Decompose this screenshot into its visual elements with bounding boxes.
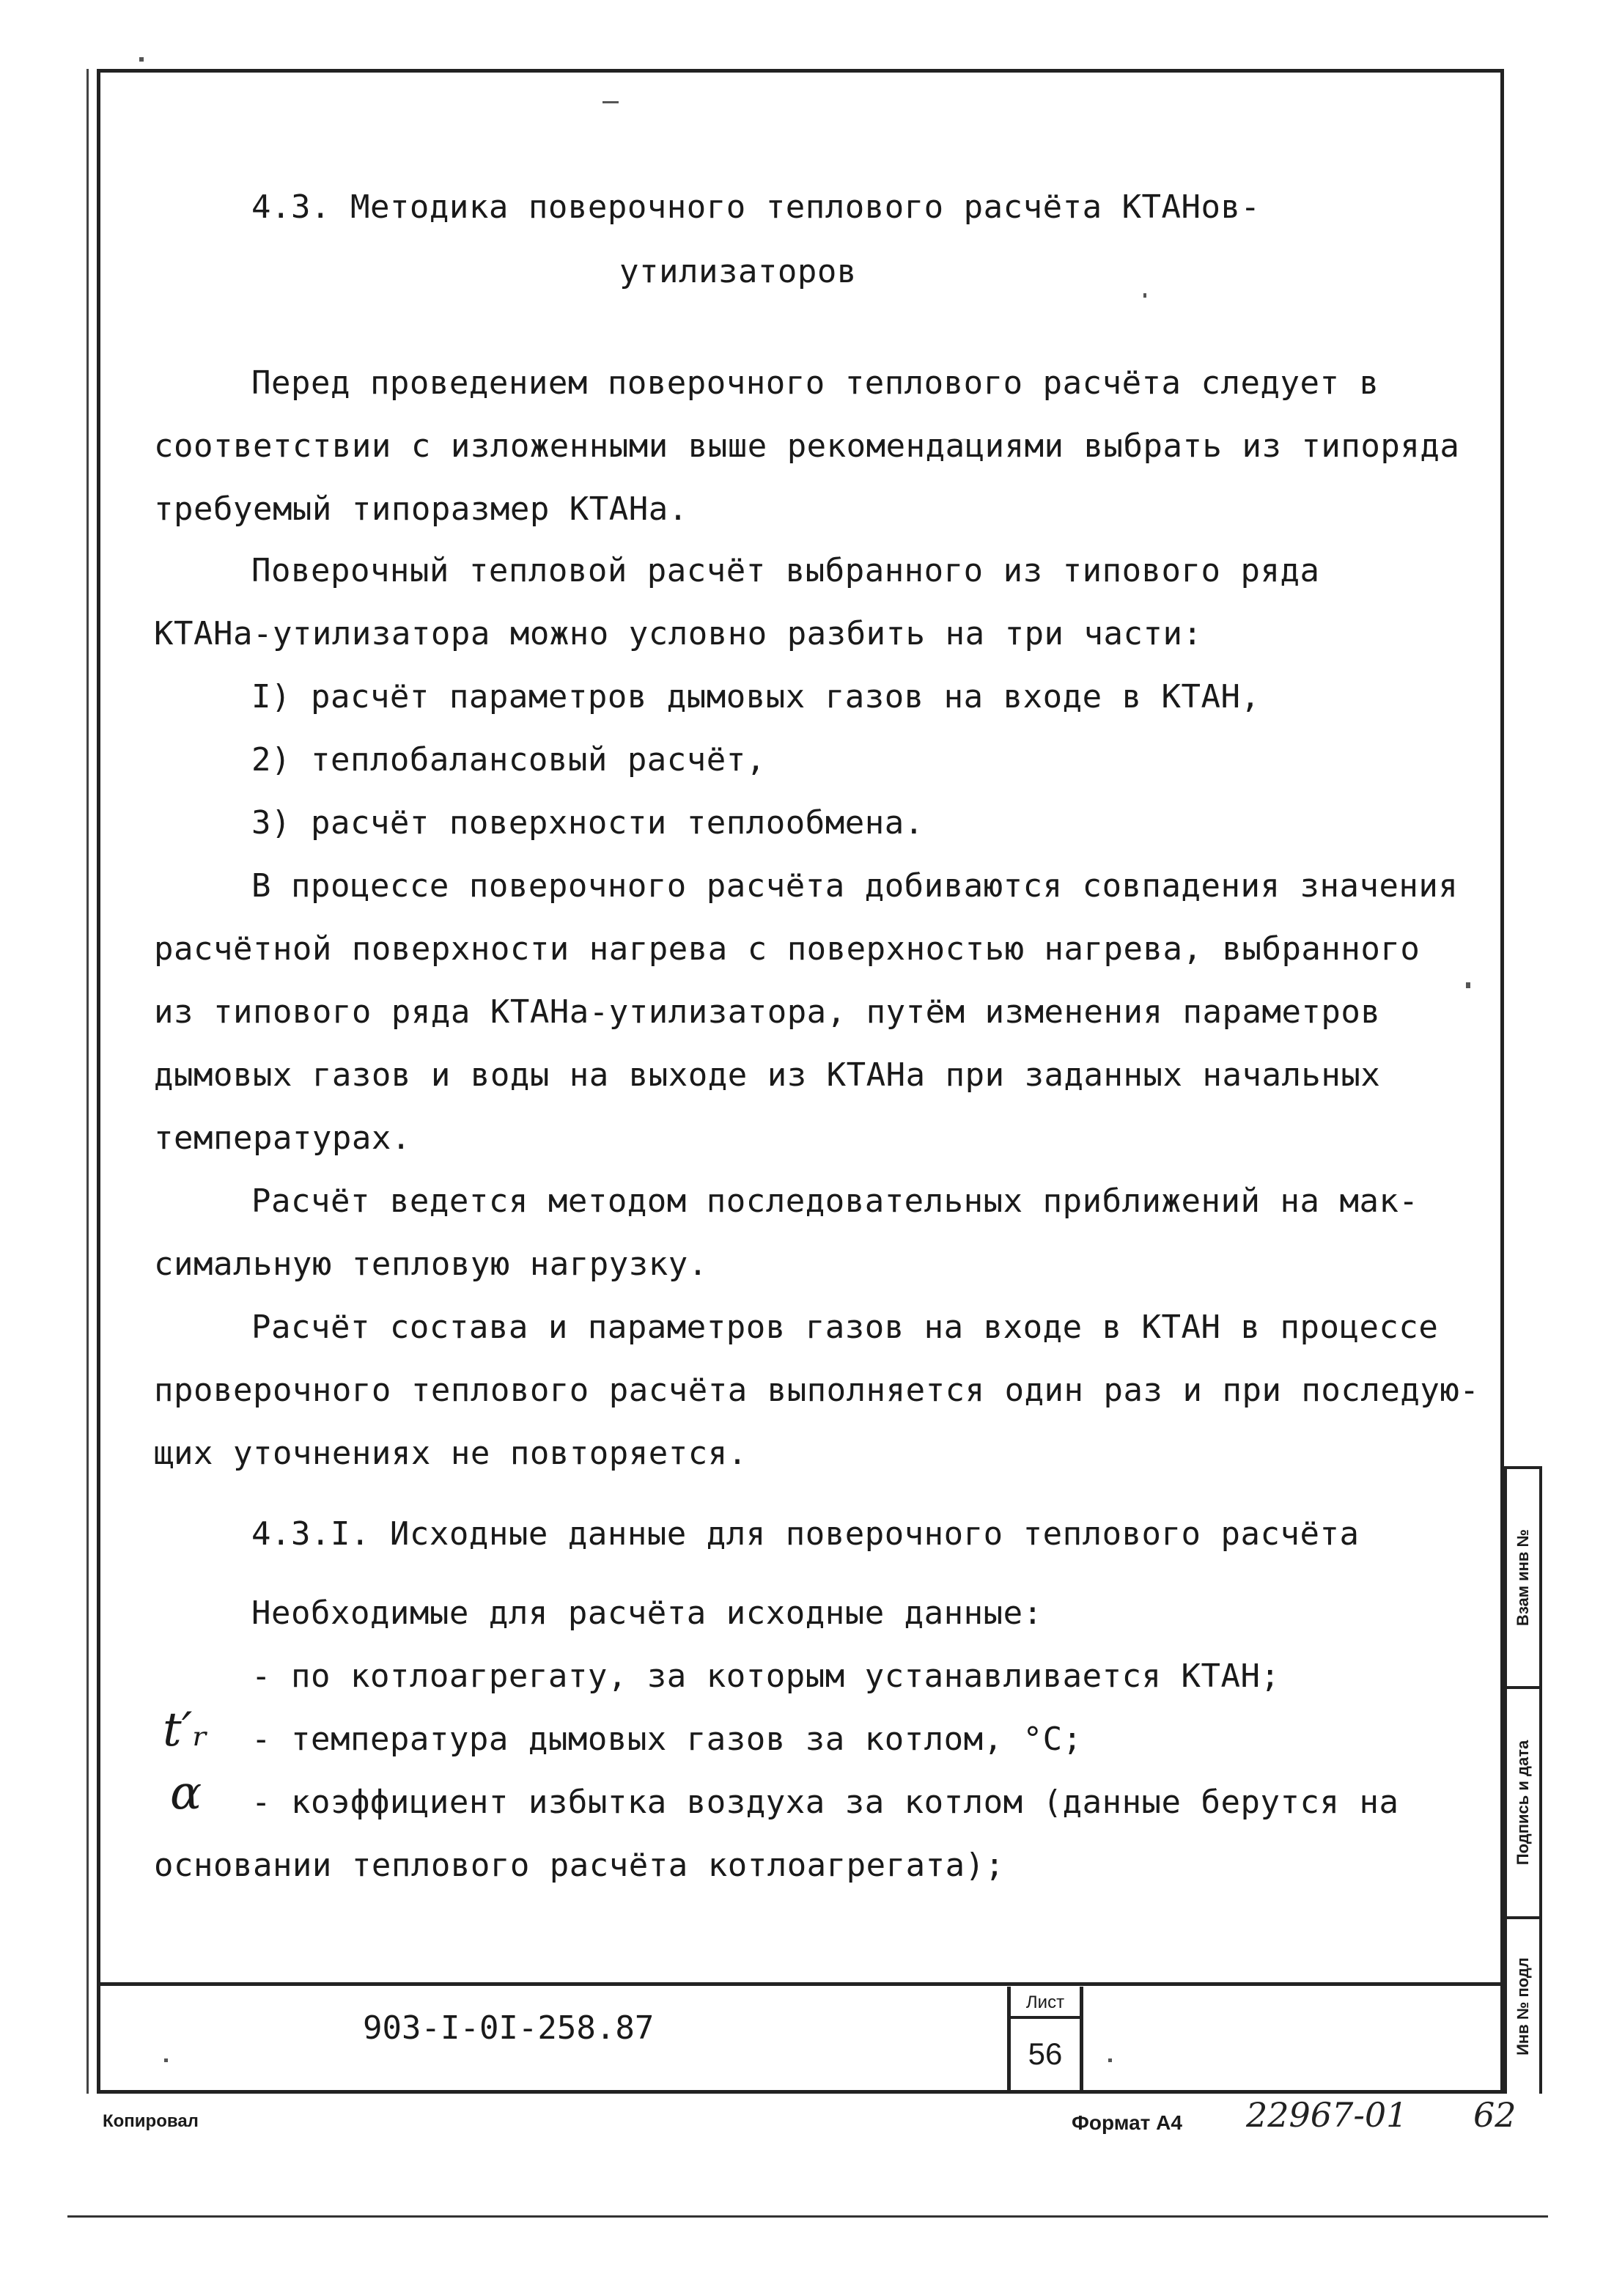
alpha-description: - коэффициент избытка воздуха за котлом (данные берутся на <box>251 1784 1399 1821</box>
side-stamp-strip <box>1504 1466 1542 2094</box>
paragraph-3-line-1: В процессе поверочного расчёта добиваются совпадения значения <box>251 867 1459 905</box>
paragraph-3-line-2: расчётной поверхности нагрева с поверхностью нагрева, выбранного <box>154 930 1420 968</box>
copied-label: Копировал <box>103 2111 199 2131</box>
paragraph-5-line-2: проверочного теплового расчёта выполняется один раз и при последую- <box>154 1372 1480 1409</box>
list-item-2: 2) теплобалансовый расчёт, <box>251 741 766 779</box>
required-data-heading: Необходимые для расчёта исходные данные: <box>251 1594 1043 1632</box>
frame-left-line <box>86 69 89 2094</box>
scan-speck <box>1466 982 1470 988</box>
alpha-symbol: α <box>170 1766 202 1820</box>
side-cell-replace-inv <box>1507 1466 1539 1686</box>
alpha-description-cont: основании теплового расчёта котлоагрегата); <box>154 1847 1005 1884</box>
paragraph-3-line-4: дымовых газов и воды на выходе из КТАНа при заданных начальных <box>154 1056 1381 1094</box>
side-text-signature: Подпись и дата <box>1514 1740 1532 1866</box>
side-text-replace-inv: Взам инв № <box>1514 1528 1532 1627</box>
t-gas-description: - температура дымовых газов за котлом, °С; <box>251 1721 1083 1758</box>
paragraph-5-line-1: Расчёт состава и параметров газов на входе в КТАН в процессе <box>251 1309 1439 1346</box>
t-gas-symbol: t′ᵣ <box>163 1703 209 1757</box>
side-cell-signature <box>1507 1686 1539 1916</box>
format-label: Формат А4 <box>1072 2111 1182 2134</box>
handwritten-number: 22967-01 <box>1246 2095 1408 2135</box>
bottom-rule <box>67 2215 1548 2218</box>
sheet-label: Лист <box>1011 1987 1080 2019</box>
section-title-line1: 4.3. Методика поверочного теплового расчёта КТАНов- <box>251 188 1261 226</box>
scan-speck <box>139 57 144 62</box>
paragraph-2-line-2: КТАНа-утилизатора можно условно разбить на три части: <box>154 615 1203 652</box>
paragraph-1-line-3: требуемый типоразмер КТАНа. <box>154 490 688 528</box>
paragraph-1-line-1: Перед проведением поверочного теплового расчёта следует в <box>251 364 1379 402</box>
list-item-1: I) расчёт параметров дымовых газов на входе в КТАН, <box>251 678 1261 715</box>
paragraph-3-line-3: из типового ряда КТАНа-утилизатора, путём изменения параметров <box>154 993 1381 1031</box>
paragraph-4-line-2: симальную тепловую нагрузку. <box>154 1245 708 1283</box>
paragraph-2-line-1: Поверочный тепловой расчёт выбранного из типового ряда <box>251 552 1320 589</box>
scan-speck <box>1108 2058 1112 2062</box>
document-code: 903-I-0I-258.87 <box>363 2009 655 2047</box>
paragraph-1-line-2: соответствии с изложенными выше рекомендациями выбрать из типоряда <box>154 427 1460 465</box>
paragraph-5-line-3: щих уточнениях не повторяется. <box>154 1435 748 1472</box>
boiler-bullet: - по котлоагрегату, за которым устанавливается КТАН; <box>251 1657 1280 1695</box>
paragraph-3-line-5: температурах. <box>154 1119 411 1157</box>
sheet-number: 56 <box>1028 2036 1063 2071</box>
subsection-title: 4.3.I. Исходные данные для поверочного теплового расчёта <box>251 1515 1360 1553</box>
title-block <box>97 1982 1504 2094</box>
handwritten-page: 62 <box>1473 2095 1517 2135</box>
side-cell-inv-orig <box>1507 1916 1539 2094</box>
scan-speck <box>1143 293 1146 298</box>
sheet-box <box>1007 1987 1083 2094</box>
section-title-line2: утилизаторов <box>619 253 857 290</box>
list-item-3: 3) расчёт поверхности теплообмена. <box>251 804 924 842</box>
scan-speck <box>602 101 619 103</box>
side-text-inv-orig: Инв № подл <box>1514 1957 1532 2056</box>
scan-speck <box>164 2058 168 2062</box>
paragraph-4-line-1: Расчёт ведется методом последовательных приближений на мак- <box>251 1182 1419 1220</box>
